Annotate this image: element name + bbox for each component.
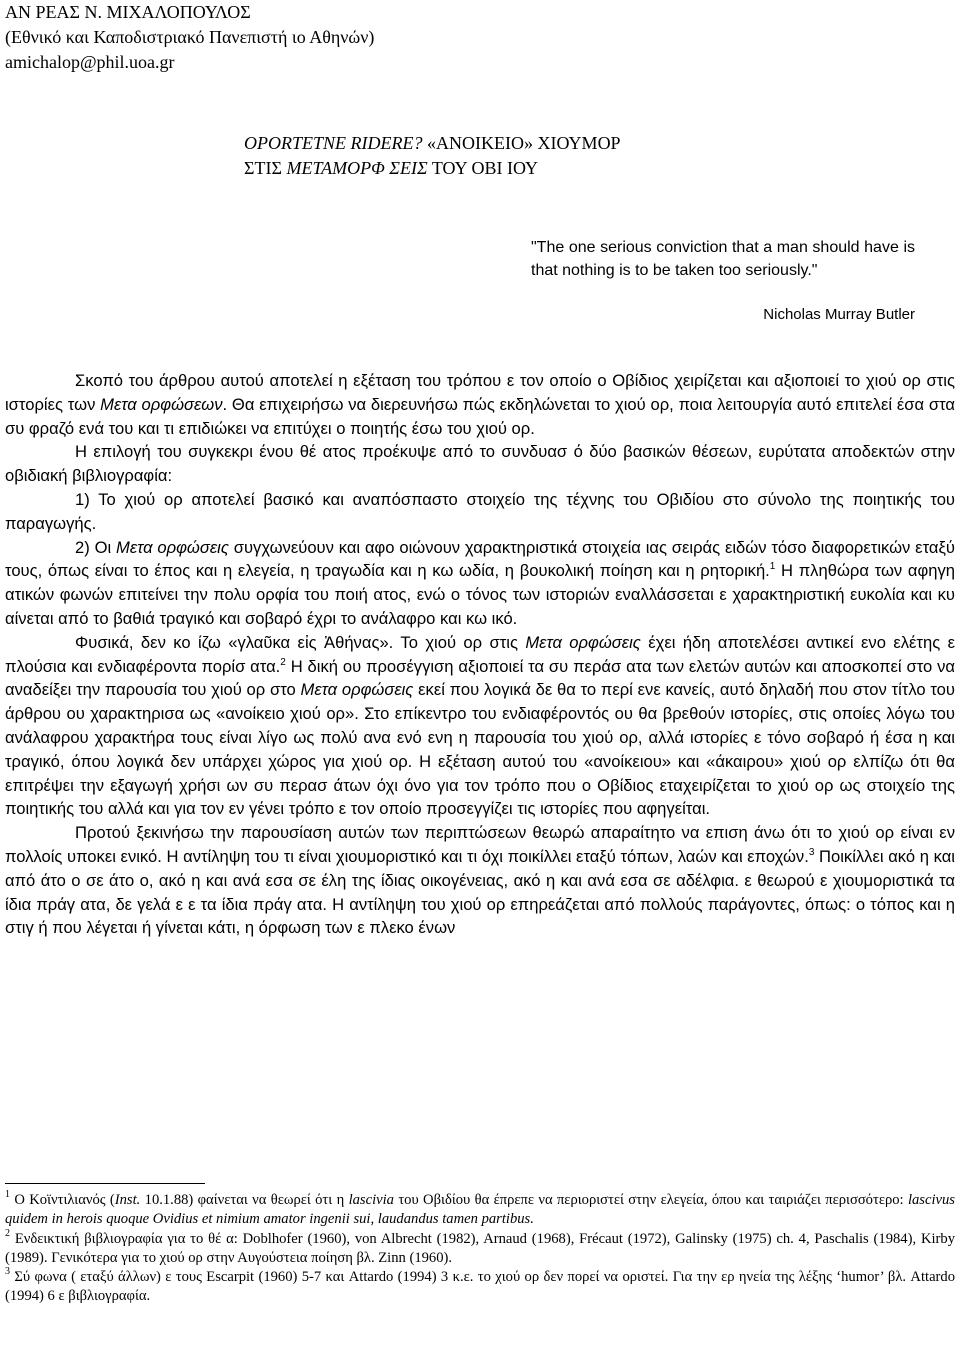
footnote-ref-3[interactable]: 3 [808, 846, 815, 858]
author-email: amichalop@phil.uoa.gr [5, 52, 175, 72]
text: Προτού ξεκινήσω την παρουσίαση αυτών των περιπτώσεων θεωρώ απαραίτητο να επιση άνω ότι το χιού ορ είναι εν πολλοίς υποκει ενικό. Η αντίληψη του τι είναι χιουμοριστικό και τι όχι ποικίλλει εταξύ τόπων, λαών και εποχών. [5, 823, 955, 866]
text: Σύ φωνα ( εταξύ άλλων) ε τους Escarpit (1960) 5-7 και Attardo (1994) 3 κ.ε. το χιού ορ δεν πορεί να οριστεί. Για την ερ ηνεία της λέξης ‘humor’ βλ. Attardo (1994) 6 ε βιβλιογραφία. [5, 1269, 955, 1305]
footnote-ref-2[interactable]: 2 [280, 656, 286, 668]
paragraph-4 [5, 536, 955, 631]
author-name: ΑΝ ΡΕΑΣ Ν. ΜΙΧΑΛΟΠΟΥΛΟΣ [5, 2, 251, 22]
author-header [5, 0, 374, 75]
footnote-1 [5, 1191, 955, 1230]
text: του Οβιδίου θα έπρεπε να περιοριστεί στην ελεγεία, όπου και ταιριάζει περισσότερο: [393, 1192, 908, 1208]
text: έχει ήδη αποτελέσει αντικεί ενο ελέτης ε πλούσια και ενδιαφέροντα πορίσ ατα. [5, 632, 955, 676]
footnotes [5, 1191, 955, 1307]
footnote-number: 3 [5, 1266, 10, 1278]
author-affiliation: (Εθνικό και Καποδιστριακό Πανεπιστή ιο Αθηνών) [5, 27, 375, 47]
footnote-number: 2 [5, 1227, 10, 1239]
text: 10.1.88) φαίνεται να θεωρεί ότι η [140, 1192, 349, 1208]
title-line-2-post: ΤΟΥ ΟΒΙ ΙΟΥ [427, 158, 539, 178]
footnote-number: 1 [5, 1189, 10, 1200]
footnote-3 [5, 1268, 955, 1307]
paragraph-2: Η επιλογή του συγκεκρι ένου θέ ατος προέκυψε από το συνδυασ ό δύο βασικών θέσεων, ευρύτατα αποδεκτών στην οβιδιακή βιβλιογραφία: [5, 442, 955, 486]
italic-text: Μετα ορφώσεις [300, 680, 414, 700]
text: Η πληθώρα των αφηγη ατικών φωνών επιτείνει την πολυ ορφία του ποιή ατος, ενώ ο τόνος των ιστοριών εναλλάσσεται ε χαρακτηριστική ευκολία και κυ αίνεται από το βαθιά τραγικό και σοβαρό έχρι το ανάλαφρο και κω ικό. [5, 561, 956, 628]
title-line-1 [244, 131, 621, 156]
text: . Θα επιχειρήσω να διερευνήσω πώς εκδηλώνεται το χιού ορ, ποια λειτουργία αυτό επιτελεί έσα στα συ φραζό ενά του και τι επιδιώκει να επιτύχει ο ποιητής έσω του χιού ορ. [5, 394, 955, 438]
title-line-2-pre: ΣΤΙΣ [244, 158, 287, 178]
italic-text: Μετα ορφώσεις [525, 632, 641, 652]
footnote-separator [5, 1183, 205, 1184]
paragraph-6 [5, 821, 955, 940]
italic-text: lascivia [348, 1192, 394, 1208]
footnote-2 [5, 1227, 955, 1269]
text: Φυσικά, δεν κο ίζω «γλαῦκα εἰς Ἀθήνας». Το χιού ορ στις [75, 632, 526, 652]
italic-text: Inst. [114, 1192, 141, 1208]
title-work: ΜΕΤΑΜΟΡΦ ΣΕΙΣ [286, 158, 428, 178]
text: συγχωνεύουν και αφο οιώνουν χαρακτηριστικά στοιχεία ιας σειράς ειδών τόσο διαφορετικών εταξύ τους, όπως είναι το έπος και η ελεγεία, η τραγωδία και η κω ωδία, η βουκολική ποίηση και η ρητορική. [5, 537, 955, 581]
paragraph-3: 1) Το χιού ορ αποτελεί βασικό και αναπόσπαστο στοιχείο της τέχνης του Οβιδίου στο σύνολο της ποιητικής του παραγωγής. [5, 489, 955, 533]
article-title [244, 131, 621, 181]
paragraph-5 [5, 631, 955, 821]
text: Η δική ου προσέγγιση αξιοποιεί τα συ περάσ ατα των ελετών αυτών και αποσκοπεί στο να αναδείξει την παρουσία του χιού ορ στο [5, 656, 955, 700]
article-body [5, 369, 955, 940]
text: 2) Οι [75, 537, 116, 557]
paragraph-1 [5, 369, 955, 440]
italic-text: Μετα ορφώσεις [116, 537, 229, 557]
epigraph-author: Nicholas Murray Butler [763, 306, 915, 323]
title-line-1-rest: «ΑΝΟΙΚΕΙΟ» ΧΙΟΥΜΟΡ [422, 133, 621, 153]
text: Ποικίλλει ακό η και από άτο ο σε άτο ο, ακό η και ανά εσα σε έλη της ίδιας οικογένειας, ακό η και ανά εσα σε αδέλφια. ε θεωρού ε χιουμοριστικά τα ίδια πράγ ατα, δε γελά ε ε τα ίδια πράγ ατα. Η αντίληψη του χιού ορ επηρεάζεται από πολλούς παράγοντες, όπως: ο τόπος και η στιγ ή που λέγεται ή γίνεται κάτι, η όρφωση των ε πλεκο ένων [5, 846, 955, 938]
text: Σκοπό του άρθρου αυτού αποτελεί η εξέταση του τρόπου ε τον οποίο ο Οβίδιος χειρίζεται και αξιοποιεί το χιού ορ στις ιστορίες των [5, 371, 955, 414]
text: Ενδεικτική βιβλιογραφία για το θέ α: Doblhofer (1960), von Albrecht (1982), Arnaud (1968), Frécaut (1972), Galinsky (1975) ch. 4, Paschalis (1984), Kirby (1989). Γενικότερα για το χιού ορ στην Αυγούστεια ποίηση βλ. Zinn (1960). [5, 1230, 955, 1266]
text: εκεί που λογικά δε θα το περί ενε κανείς, αυτό δηλαδή που στον τίτλο του άρθρου ου χαρακτηρισα ως «ανοίκειο χιού ορ». Στο επίκεντρο του ενδιαφέροντός ου θα βρεθούν ιστορίες, στις οποίες λόγω του ανάλαφρου χαρακτήρα τους είναι λίγο ως πολύ ανα ενό ενη η παρουσία του χιού ορ, αλλά ιστορίες ε τόνο σοβαρό ή έσα η και τραγικό, όπου λογικά δεν υπάρχει χώρος για χιού ορ. Η εξέταση αυτού του «ανοίκειου» και «άκαιρου» χιού ορ ελπίζω ότι θα επιτρέψει την εξαγωγή χρήσι ων συ περασ άτων όχι όνο για τον τρόπο που ο Οβίδιος εταχειρίζεται το χιού ορ ως στοιχείο της ποιητικής του αλλά και για τον εν γένει τρόπο ε τον οποίο προσεγγίζει τις ιστορίες που αφηγείται. [5, 680, 955, 819]
text: Ο Κοϊντιλιανός ( [10, 1192, 115, 1208]
epigraph-quote: "The one serious conviction that a man should have is that nothing is to be taken too seriously." [531, 239, 915, 279]
title-line-2 [244, 156, 621, 181]
title-latin: OPORTETNE RIDERE? [244, 133, 423, 153]
footnote-ref-1[interactable]: 1 [769, 561, 776, 573]
italic-text: Μετα ορφώσεων [100, 394, 223, 414]
italic-text: lascivus quidem in herois quoque Ovidius et nimium amator ingenii sui, laudandus tamen partibus. [5, 1192, 955, 1228]
